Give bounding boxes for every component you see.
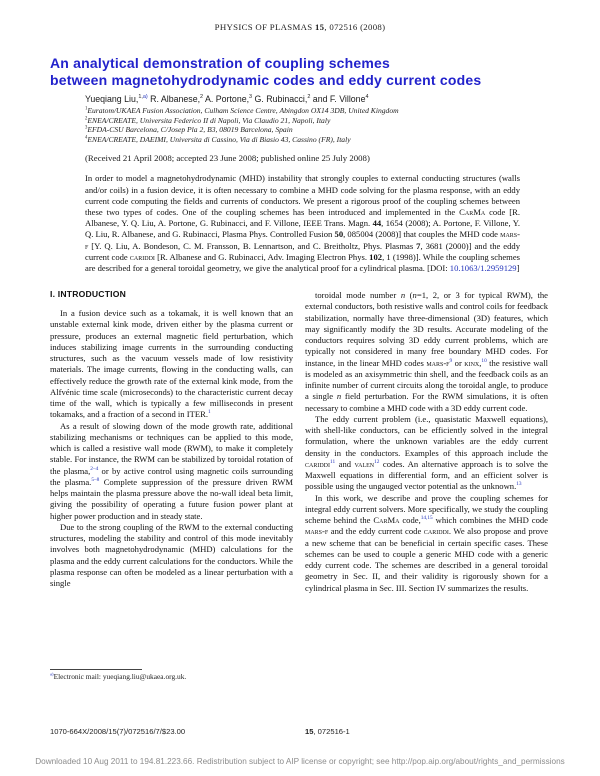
code-name-smallcaps: cariddi	[129, 251, 155, 262]
bold-text: 7	[416, 240, 421, 251]
paragraph: toroidal mode number n (n=1, 2, or 3 for typical RWM), the external conductors, both resistive walls and control coils for feedback stabilization, normally have three-dimensional (3D) features, which may significantly modify the 3D results. Accurate modeling of the conductors requires solving 3D eddy current problems, which are typically not considered in many free boundary MHD codes. For instance, in the linear MHD codes mars-$f^9$ or kinx,$^{10}$ the resistive wall is modeled as an axisymmetric thin shell, and the feedback coils as an infinite number of current circuits along the toroidal angle, to produce a single n field perturbation. For the RWM simulations, it is often necessary to combine a MHD code with a 3D eddy current code.	[305, 290, 548, 413]
code-name-smallcaps: mars-f	[85, 229, 521, 251]
citation-link[interactable]: a)	[50, 671, 54, 677]
code-name-smallcaps: CarMa	[373, 515, 400, 526]
two-column-body	[50, 289, 548, 681]
paragraph: In this work, we describe and prove the coupling schemes for integral eddy current solvers. More specifically, we study the coupling scheme behind the CarMa code,$^{14,15}$ which combines the MHD code mars-f and the eddy current code cariddi. We also propose and prove a new scheme that can be beneficial in certain specific cases. These schemes can be used to couple a generic MHD code with a generic eddy current code. The schemes are described in a general toroidal geometry in Sec. II, and their validity is rigorously shown for a cylindrical plasma in Sec. III. Section IV summarizes the results.	[305, 492, 548, 593]
code-name-smallcaps: cariddi	[423, 526, 449, 537]
paragraph: The eddy current problem (i.e., quasistatic Maxwell equations), with shell-like conductors, can be efficiently solved in the integral formulation, where the unknown variables are the eddy current density in the conductors. Examples of this approach include the cariddi$^{11}$ and valen$^{12}$ codes. An alternative approach is to solve the Maxwell equations in differential form, and an efficient solver is possible using the ungauged vector potential as the unknown.$^{13}$	[305, 413, 548, 492]
code-name-smallcaps: CarMa	[459, 206, 486, 217]
affiliation-number: 2	[85, 116, 88, 122]
paper-title	[50, 55, 548, 88]
journal-header: PHYSICS OF PLASMAS 15, 072516 (2008)	[214, 22, 386, 32]
citation-link[interactable]: 10	[481, 357, 487, 364]
affiliation-text: ENEA/CREATE, DAEIMI, Universita di Cassino, Via di Biasio 43, Cassino (FR), Italy	[87, 134, 351, 144]
left-column	[50, 289, 293, 681]
citation-link[interactable]: 2–4	[90, 465, 99, 472]
bold-text: 15	[314, 22, 325, 32]
affiliation-text: EFDA-CSU Barcelona, C/Josep Pla 2, B3, 08019 Barcelona, Spain	[87, 125, 293, 135]
citation-link[interactable]: 12	[374, 459, 380, 466]
affiliation	[85, 116, 548, 126]
paragraph: In a fusion device such as a tokamak, it is well known that an unstable external kink mode, driven either by the plasma current or pressure, produces an external magnetic field perturbation, which induces stabilizing image currents in the surrounding conducting structures, such as the vacuum vessels made of low resistivity materials. The image currents, flowing in the conducting walls, can effectively reduce the growth rate of the external kink mode, from the Alfvénic time scale (microseconds) to the characteristic current decay time of the wall, which is typically a few milliseconds in present tokamaks, and a fraction of a second in ITER.$^1$	[50, 308, 293, 420]
abstract: In order to model a magnetohydrodynamic (MHD) instability that strongly couples to external conducting structures (walls and/or coils) in a fusion device, it is often necessary to combine a MHD code solving for the plasma response, with an eddy current code computing the fields and currents of conductors. We present a rigorous proof of the coupling schemes between these two types of codes. One of the coupling schemes has been introduced and implemented in the CarMa code [R. Albanese, Y. Q. Liu, A. Portone, G. Rubinacci, and F. Villone, IEEE Trans. Magn. 44, 1654 (2008); A. Portone, F. Villone, Y. Q. Liu, R. Albanese, and G. Rubinacci, Plasma Phys. Controlled Fusion 50, 085004 (2008)] that couples the MHD code mars-f [Y. Q. Liu, A. Bondeson, C. M. Fransson, B. Lennartson, and C. Breitholtz, Phys. Plasmas 7, 3681 (2000)] and the eddy current code cariddi [R. Albanese and G. Rubinacci, Adv. Imaging Electron Phys. 102, 1 (1998)]. While the coupling schemes are described for a general toroidal geometry, we give the analytical proof for a cylindrical plasma. [DOI: 10.1063/1.2959129]	[85, 173, 521, 273]
bold-text: 15	[305, 727, 314, 736]
right-column-paragraphs	[305, 290, 548, 594]
superscript-marker: 4	[365, 94, 369, 101]
code-name-smallcaps: cariddi	[305, 458, 330, 469]
affiliation-text: ENEA/CREATE, Universita Federico II di Napoli, Via Claudio 21, Napoli, Italy	[87, 115, 331, 125]
section-heading-introduction: I. INTRODUCTION	[50, 289, 127, 300]
paragraph: As a result of slowing down of the mode growth rate, additional stabilizing mechanisms or techniques can be applied to this mode, which is called a resistive wall mode (RWM), to make it completely stable. For instance, the RWM can be stabilized by toroidal rotation of the plasma,$^{2-4}$ or by active control using magnetic coils surrounding the plasma.$^{5-8}$ Complete suppression of the pressure driven RWM helps maintain the plasma pressure above the no-wall ideal beta limit, giving the possibility of operating a future fusion power plant at higher power production and in steady state.	[50, 420, 294, 521]
superscript-marker: 3	[249, 94, 253, 101]
affiliation-number: 3	[85, 125, 88, 131]
citation-link[interactable]: 13	[516, 481, 522, 488]
code-name-smallcaps: mars-f	[305, 526, 329, 537]
superscript-marker: 2	[200, 94, 204, 101]
citation-link[interactable]: 14,15	[420, 515, 433, 522]
paper-title-line1: An analytical demonstration of coupling schemes	[50, 55, 391, 71]
italic-variable: n	[400, 290, 406, 301]
affiliation-number: 1	[85, 106, 88, 112]
download-watermark: Downloaded 10 Aug 2011 to 194.81.223.66. Redistribution subject to AIP license or copyright; see http://pop.aip.org/about/rights_and_permissions	[35, 757, 565, 766]
citation-link[interactable]: 5–8	[91, 477, 100, 484]
affiliation-number: 4	[85, 135, 88, 141]
citation-link[interactable]: 9	[449, 357, 453, 364]
code-name-smallcaps: kinx	[464, 357, 480, 368]
footnote-block	[50, 663, 293, 682]
code-name-smallcaps: mars-f	[426, 357, 450, 368]
paragraph: Due to the strong coupling of the RWM to the external conducting structures, modeling the stability and control of this mode inevitably involves both magnetohydrodynamic (MHD) calculations for the plasma and the eddy current calculations for the conductors. While the plasma response can often be modeled as a linear perturbation with a single	[50, 521, 293, 589]
affiliation	[85, 125, 548, 135]
superscript-marker: 2	[307, 94, 311, 101]
italic-variable: n	[412, 290, 417, 301]
affiliations	[85, 106, 548, 144]
left-column-paragraphs	[50, 308, 293, 589]
citation-link[interactable]: 11	[330, 459, 336, 466]
authors-line: Yueqiang Liu,$^{1,a)}$ R. Albanese,$^2$ A. Portone,$^3$ G. Rubinacci,$^2$ and F. Villone$^4$	[85, 94, 369, 104]
citation-link[interactable]: 1	[207, 409, 211, 416]
received-line: (Received 21 April 2008; accepted 23 June 2008; published online 25 July 2008)	[85, 153, 370, 164]
footer-issn-price: 1070-664X/2008/15(7)/072516/7/$23.00	[50, 727, 186, 736]
bold-text: 50	[334, 229, 344, 240]
right-column	[305, 289, 548, 681]
code-name-smallcaps: valen	[354, 458, 375, 469]
citation-link[interactable]: a)	[142, 94, 148, 101]
footer-page-number: 15, 072516-1	[305, 727, 350, 736]
affiliation-text: Euratom/UKAEA Fusion Association, Culham Science Centre, Abingdon OX14 3DB, United Kingdom	[87, 106, 399, 115]
paper-title-line2: between magnetohydrodynamic codes and eddy current codes	[50, 71, 482, 88]
affiliation	[85, 135, 548, 145]
footnote-email: $^{a)}$Electronic mail: yueqiang.liu@ukaea.org.uk.	[50, 671, 187, 682]
footnote-divider	[50, 669, 142, 670]
bold-text: 44	[372, 218, 382, 229]
doi-link[interactable]: 10.1063/1.2959129	[449, 263, 517, 273]
affiliation	[85, 106, 548, 116]
bold-text: 102	[369, 251, 383, 262]
superscript-marker: 1,	[138, 94, 143, 101]
italic-variable: n	[336, 391, 342, 402]
